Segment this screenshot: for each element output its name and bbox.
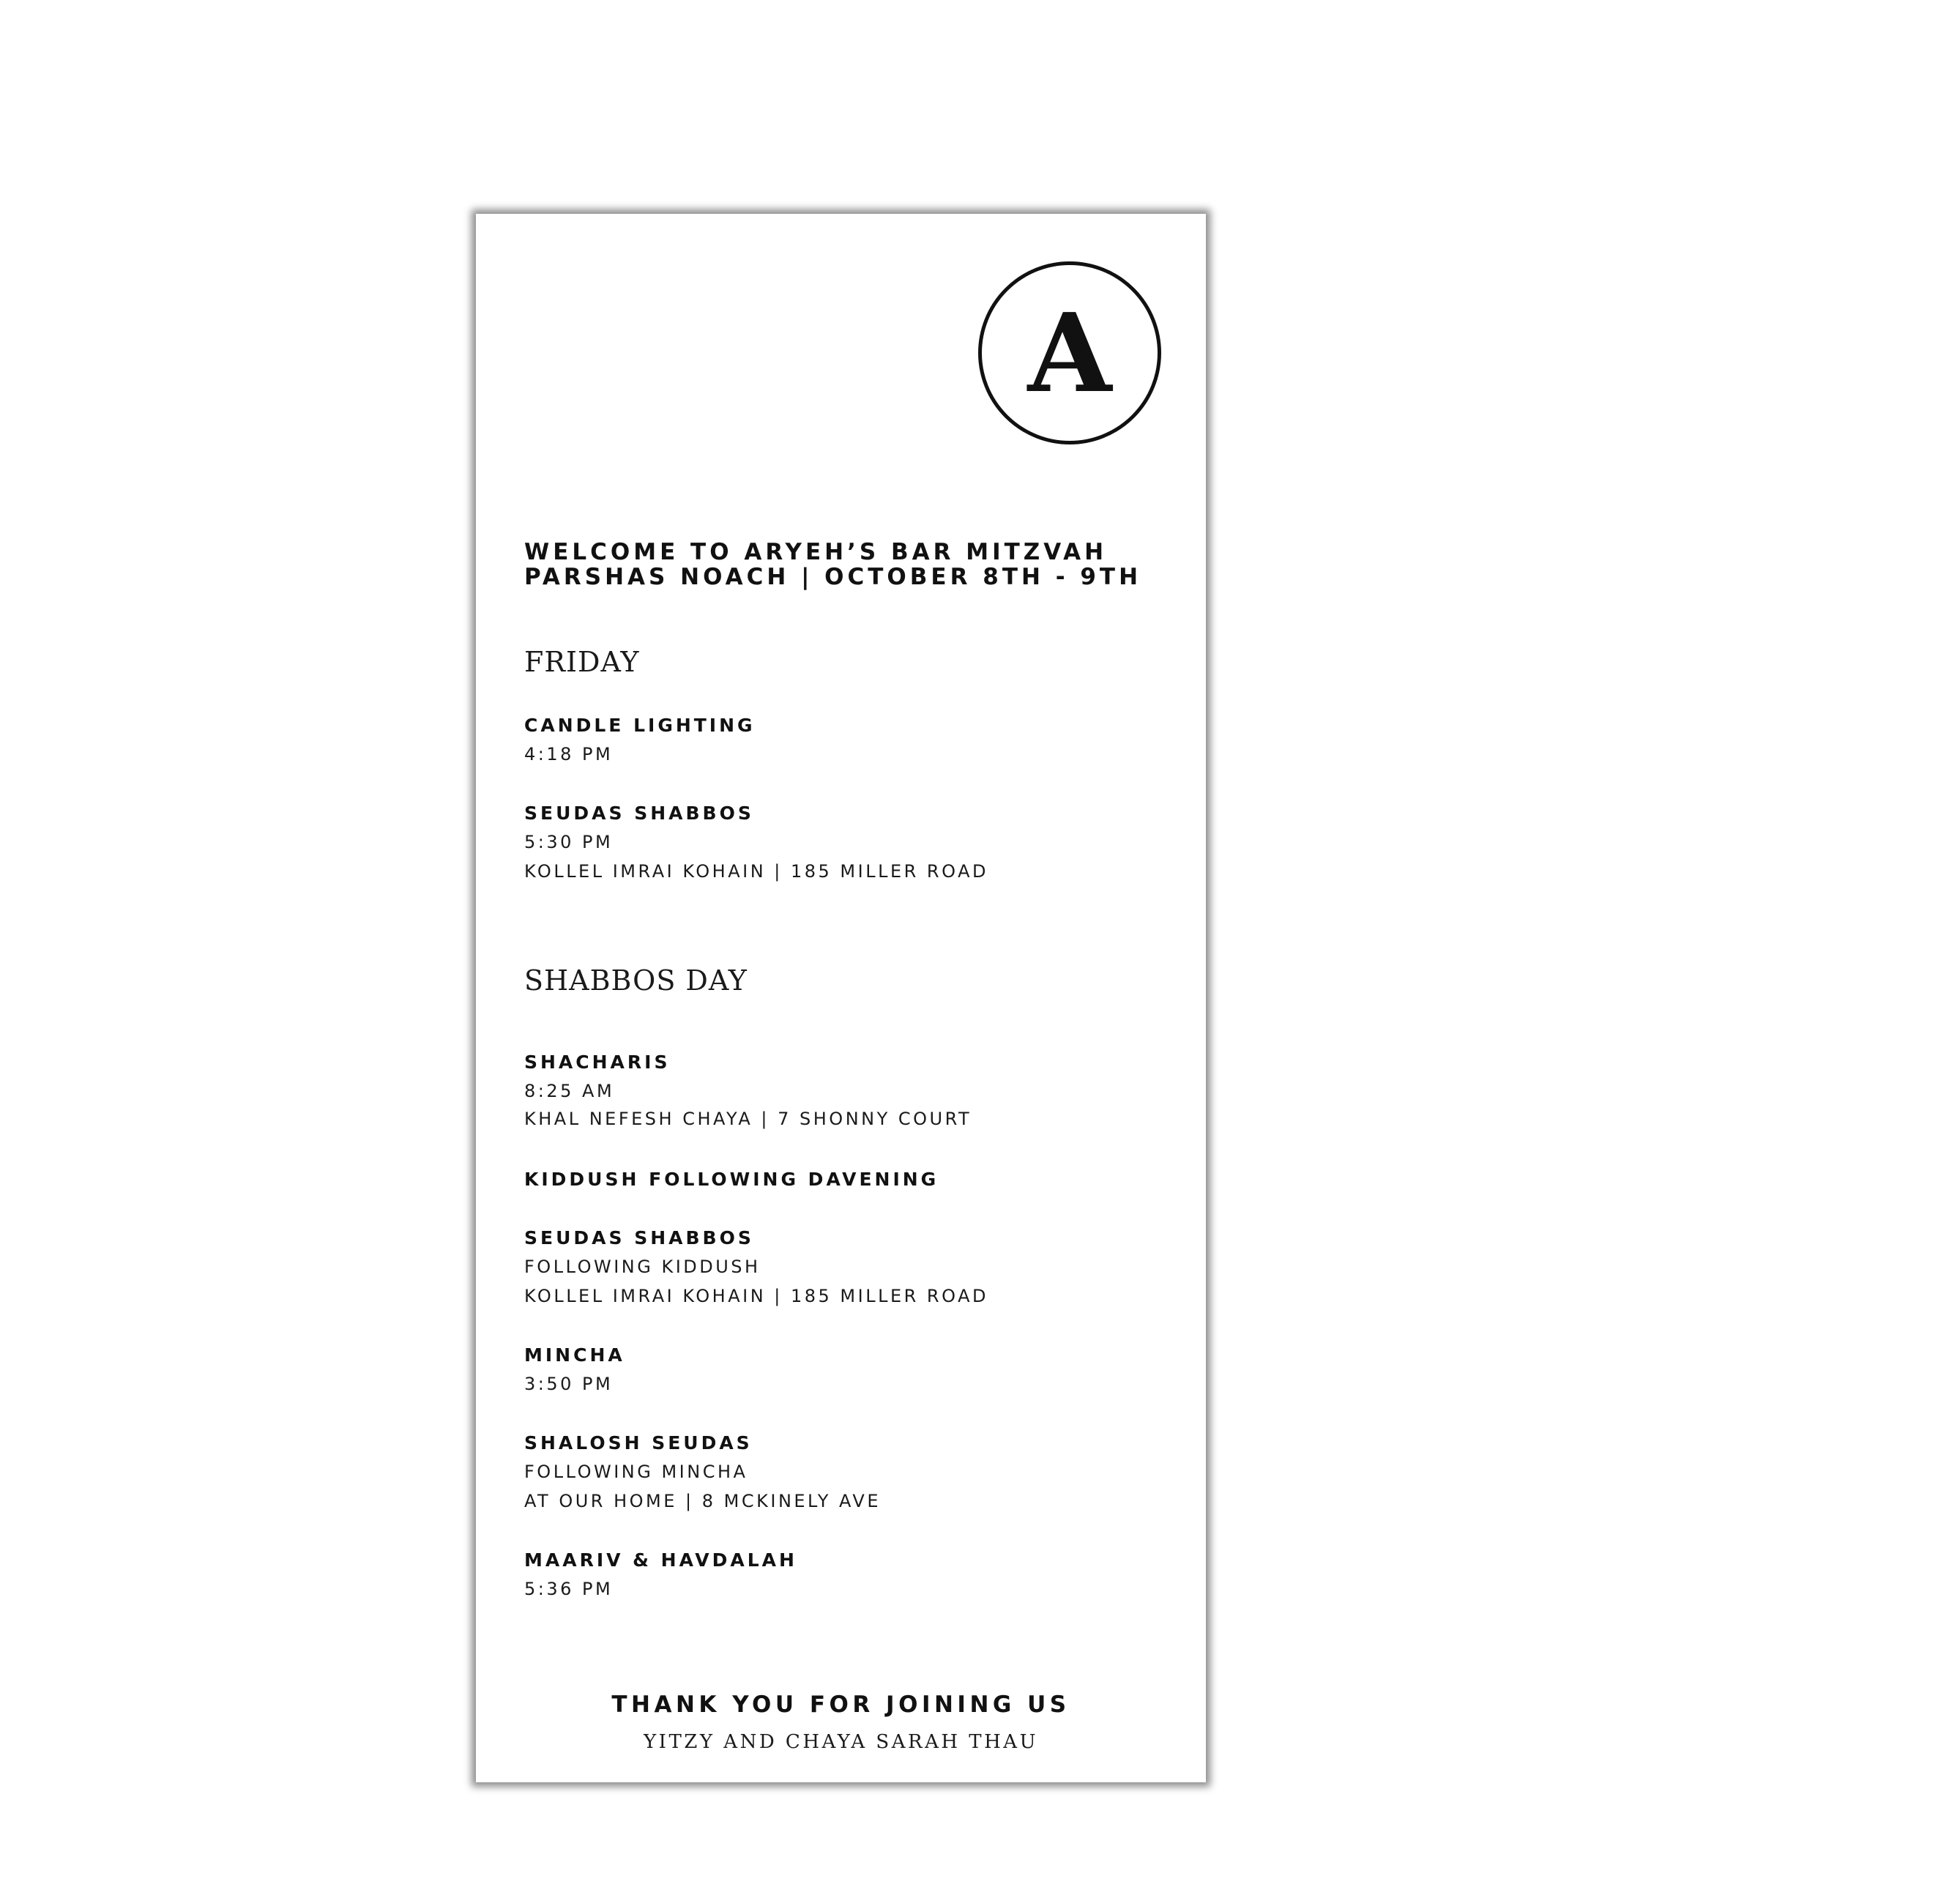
thank-you-heading: THANK YOU FOR JOINING US (611, 1691, 1070, 1718)
event-title: SHALOSH SEUDAS (524, 1432, 753, 1454)
parsha-date-heading: PARSHAS NOACH | OCTOBER 8TH - 9TH (524, 564, 1142, 590)
event-time: 3:50 PM (524, 1374, 614, 1394)
event-title: CANDLE LIGHTING (524, 715, 756, 736)
event-location: AT OUR HOME | 8 MCKINELY AVE (524, 1491, 881, 1511)
monogram-letter: A (1027, 289, 1112, 417)
event-time: 8:25 AM (524, 1081, 615, 1101)
shabbos-day-title: SHABBOS DAY (524, 964, 748, 997)
schedule-card (476, 214, 1206, 1782)
monogram-circle (978, 261, 1161, 444)
event-time: 5:30 PM (524, 832, 614, 852)
welcome-heading: WELCOME TO ARYEH’S BAR MITZVAH (524, 539, 1108, 565)
event-title: SEUDAS SHABBOS (524, 803, 754, 824)
event-time: 5:36 PM (524, 1579, 614, 1599)
event-location: KOLLEL IMRAI KOHAIN | 185 MILLER ROAD (524, 861, 988, 882)
event-title: SHACHARIS (524, 1052, 671, 1073)
event-title: SEUDAS SHABBOS (524, 1227, 754, 1248)
event-location: KOLLEL IMRAI KOHAIN | 185 MILLER ROAD (524, 1286, 988, 1306)
event-time: FOLLOWING KIDDUSH (524, 1257, 761, 1277)
event-title: MINCHA (524, 1344, 625, 1366)
event-time: 4:18 PM (524, 744, 614, 764)
friday-title: FRIDAY (524, 646, 640, 678)
event-time: FOLLOWING MINCHA (524, 1462, 748, 1482)
event-title: KIDDUSH FOLLOWING DAVENING (524, 1169, 939, 1190)
hosts-names: YITZY AND CHAYA SARAH THAU (644, 1731, 1038, 1753)
event-title: MAARIV & HAVDALAH (524, 1549, 797, 1571)
event-location: KHAL NEFESH CHAYA | 7 SHONNY COURT (524, 1109, 972, 1129)
